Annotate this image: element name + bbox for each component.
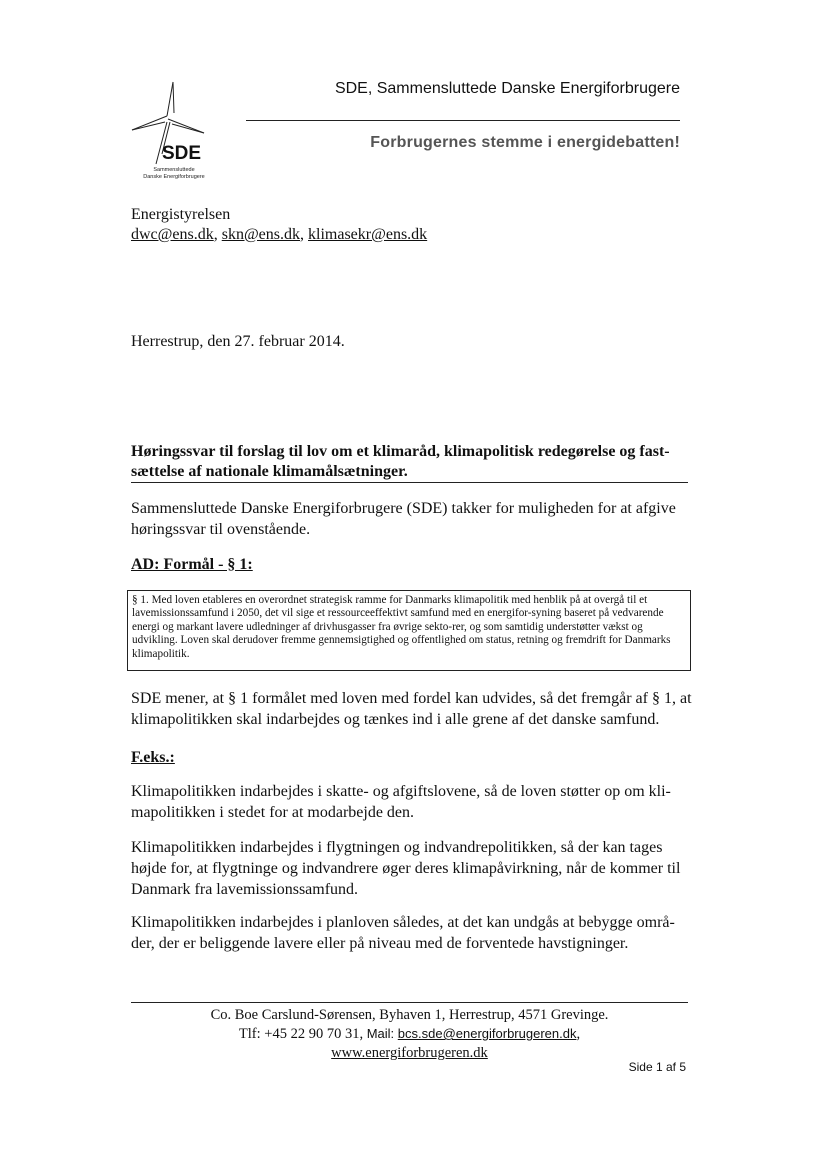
footer-mail-link[interactable]: bcs.sde@energiforbrugeren.dk [397, 1026, 577, 1041]
website-link[interactable]: www.energiforbrugeren.dk [331, 1045, 488, 1061]
section-heading: AD: Formål - § 1: [131, 556, 253, 573]
footer-mail-label: Mail: [366, 1026, 398, 1041]
opinion-paragraph: SDE mener, at § 1 formålet med loven med fordel kan udvides, så det fremgår af § 1, at klimapolitikken skal indarbejdes og tænkes ind i alle grene af det danske samfund. [131, 690, 692, 728]
example-heading: F.eks.: [131, 749, 175, 766]
example-paragraph: Klimapolitikken indarbejdes i planloven således, at det kan undgås at bebygge områ-der, der er beliggende lavere eller på niveau med de forventede havstigninger. [131, 914, 675, 952]
logo-subtext [124, 167, 224, 181]
header-divider [246, 120, 680, 121]
page-number: Side 1 af 5 [628, 1060, 686, 1074]
date-line: Herrestrup, den 27. februar 2014. [131, 333, 345, 350]
subject-divider [131, 482, 688, 483]
footer-contact [131, 1026, 688, 1043]
law-quote-text: § 1. Med loven etableres en overordnet strategisk ramme for Danmarks klimapolitik med henblik på at overgå til et lavemissionssamfund i 2050, det vil sige et ressourceeffektivt samfund med en energifor-syning baseret på vedvarende energi og markant lavere udledninger af drivhusgasser fra øvrige sekto-rer, og som samtidig understøtter vækst og udvikling. Loven skal derudover fremme gennemsigtighed og offentlighed om status, retning og fremdrift for Danmarks klimapolitik. [132, 594, 671, 660]
example-paragraph: Klimapolitikken indarbejdes i flygtningen og indvandrepolitikken, så der kan tages højde for, at flygtninge og indvandrere øger deres klimapåvirkning, når de kommer til Danmark fra lavemissionssamfund. [131, 839, 681, 898]
footer-divider [131, 1002, 688, 1003]
intro-paragraph: Sammensluttede Danske Energiforbrugere (SDE) takker for muligheden for at afgive høringssvar til ovenstående. [131, 500, 676, 538]
logo-text: SDE [162, 143, 202, 164]
logo-subtext-line-2: Danske Energiforbrugere [143, 174, 205, 180]
footer-address: Co. Boe Carslund-Sørensen, Byhaven 1, Herrestrup, 4571 Grevinge. [210, 1007, 609, 1023]
recipient-name: Energistyrelsen [131, 206, 231, 223]
footer-mail-suffix: , [576, 1026, 581, 1042]
example-paragraph: Klimapolitikken indarbejdes i skatte- og afgiftslovene, så de loven støtter op om kli-mapolitikken i stedet for at modarbejde den. [131, 783, 671, 821]
organization-name: SDE, Sammensluttede Danske Energiforbrugere [334, 80, 680, 97]
logo-subtext-line-1: Sammensluttede [153, 167, 195, 173]
email-separator: , [213, 226, 222, 243]
email-link-dwc[interactable]: dwc@ens.dk [131, 226, 214, 243]
email-link-skn[interactable]: skn@ens.dk [221, 226, 301, 243]
subject-heading: Høringssvar til forslag til lov om et klimaråd, klimapolitisk redegørelse og fast-sættelse af nationale klimamålsætninger. [131, 443, 670, 480]
footer-phone: Tlf: +45 22 90 70 31, [238, 1026, 367, 1042]
sde-logo [120, 78, 240, 188]
slogan: Forbrugernes stemme i energidebatten! [370, 134, 680, 151]
email-separator: , [300, 226, 309, 243]
email-link-klimasekr[interactable]: klimasekr@ens.dk [308, 226, 428, 243]
law-quote-box [127, 590, 691, 671]
recipient-emails [131, 226, 427, 244]
